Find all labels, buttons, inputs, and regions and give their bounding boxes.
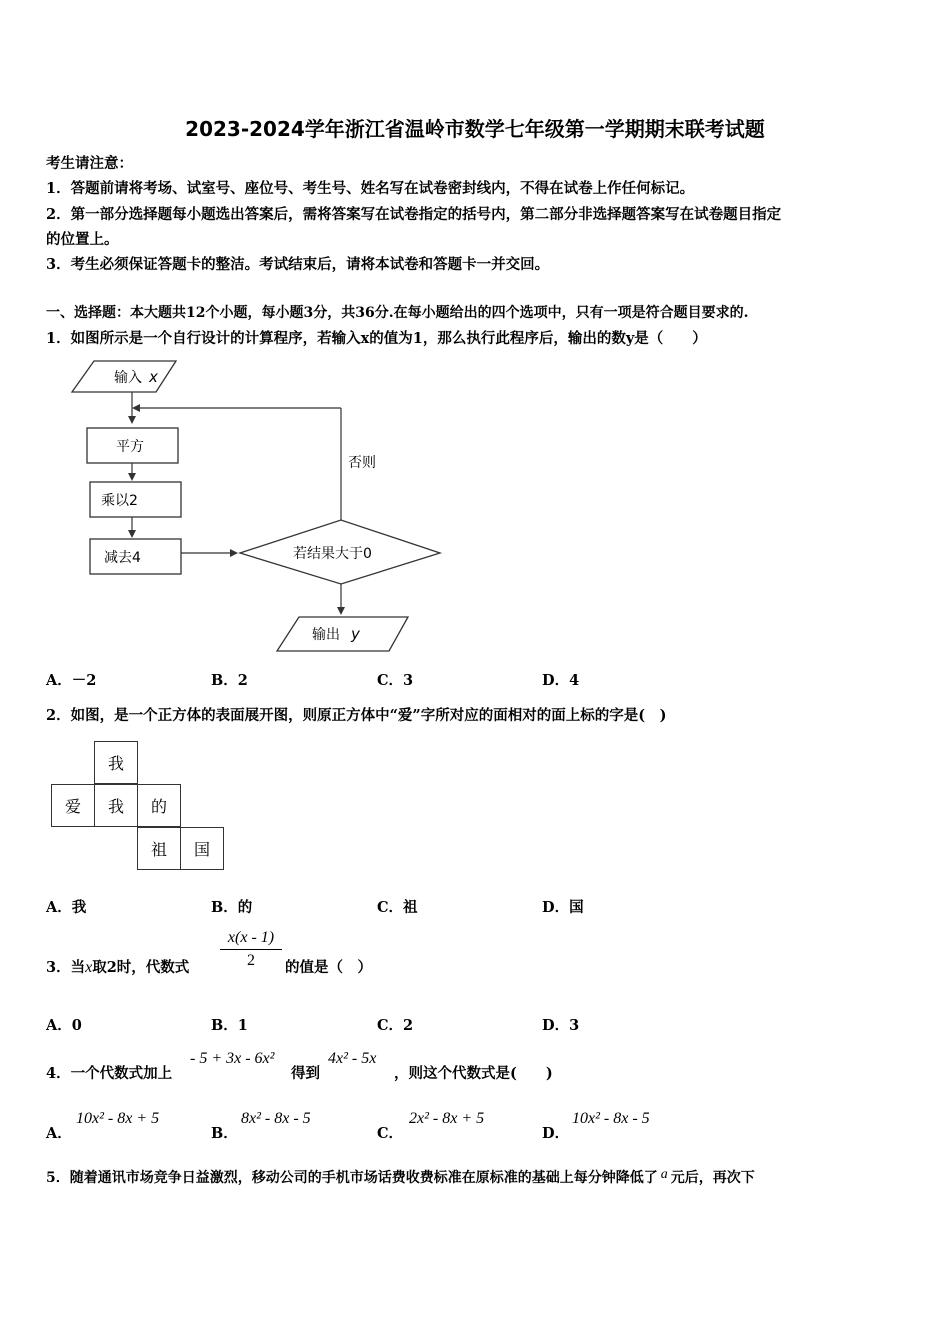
flow-step-square-label: 平方 [116,439,144,455]
q3-option-d: D．3 [542,1017,580,1034]
q4-expr2: 4x² - 5x [328,1050,377,1067]
flow-input-var: x [149,368,158,386]
q4-option-c-expr: 2x² - 8x + 5 [409,1110,485,1127]
flow-input-label: 输入 [114,370,142,386]
flow-output-label: 输出 [312,627,340,643]
q4-option-a-expr: 10x² - 8x + 5 [76,1110,160,1127]
q4-stem-pre: 4．一个代数式加上 [46,1065,173,1082]
notice-item-2: 2．第一部分选择题每小题选出答案后，需将答案写在试卷指定的括号内，第二部分非选择题答案写在试卷题目指定 [46,206,782,223]
q3-var: x [85,959,93,976]
q4-option-d-letter: D． [542,1125,570,1142]
q2-stem: 2．如图，是一个正方体的表面展开图，则原正方体中“爱”字所对应的面相对的面上标的字是( ) [46,707,667,724]
q2-option-b: B．的 [211,899,253,916]
net-face-bottom: 祖 [137,827,181,870]
q2-option-c: C．祖 [377,899,418,916]
q1-option-d: D．4 [542,672,580,689]
q3-option-c: C．2 [377,1017,414,1034]
q5-stem [46,1167,755,1187]
notice-item-1: 1．答题前请将考场、试室号、座位号、考生号、姓名写在试卷密封线内，不得在试卷上作任何标记。 [46,180,695,197]
q2-option-a: A．我 [46,899,87,916]
net-face-left: 爱 [51,784,95,827]
q4-option-c-letter: C． [377,1125,404,1142]
net-face-top: 我 [94,741,138,784]
net-face-right: 的 [137,784,181,827]
q1-flowchart [56,356,456,662]
q1-option-b: B．2 [211,672,248,689]
flow-output-box [277,617,408,651]
q3-stem-post: 的值是（ ） [285,959,372,976]
notice-item-2-cont: 的位置上。 [46,231,119,248]
notice-heading: 考生请注意： [46,155,133,172]
flow-else-label: 否则 [348,455,376,471]
q4-option-d-expr: 10x² - 8x - 5 [572,1110,650,1127]
q4-stem-post: ，则这个代数式是( ) [394,1065,553,1082]
exam-title: 2023-2024学年浙江省温岭市数学七年级第一学期期末联考试题 [185,117,765,141]
notice-item-3: 3．考生必须保证答题卡的整洁。考试结束后，请将本试卷和答题卡一并交回。 [46,256,550,273]
flow-output-var: y [351,625,360,643]
q5-stem-pre: 5．随着通讯市场竞争日益激烈，移动公司的手机市场话费收费标准在原标准的基础上每分钟降低了 [46,1170,658,1186]
q5-var: a [660,1167,668,1182]
section-header: 一、选择题：本大题共12个小题，每小题3分，共36分.在每小题给出的四个选项中，只有一项是符合题目要求的. [46,305,749,321]
q3-fraction [220,929,282,970]
net-face-bottom-right: 国 [180,827,224,870]
q4-stem-mid: 得到 [291,1065,320,1082]
q3-stem [46,956,189,977]
q3-frac-den: 2 [247,952,255,969]
q4-option-b-expr: 8x² - 8x - 5 [241,1110,311,1127]
q3-option-a: A．0 [46,1017,82,1034]
flow-step-multiply-label: 乘以2 [101,493,138,509]
flow-step-subtract-label: 减去4 [104,550,141,566]
q4-expr1: - 5 + 3x - 6x² [190,1050,275,1067]
q3-stem-pre: 3．当 [46,959,86,976]
q3-frac-num: x(x - 1) [227,929,275,946]
flow-decision-label: 若结果大于0 [293,546,372,562]
q2-option-d: D．国 [542,899,584,916]
q1-option-c: C．3 [377,672,414,689]
q1-stem: 1．如图所示是一个自行设计的计算程序，若输入x的值为1，那么执行此程序后，输出的数y是（ ） [46,330,707,347]
q4-option-a-letter: A． [46,1125,72,1142]
net-face-center: 我 [94,784,138,827]
q5-stem-post: 元后，再次下 [670,1170,755,1186]
q1-option-a: A．－2 [46,672,97,689]
q3-stem-mid: 取2时，代数式 [92,959,190,976]
q3-option-b: B．1 [211,1017,248,1034]
q4-option-b-letter: B． [211,1125,238,1142]
